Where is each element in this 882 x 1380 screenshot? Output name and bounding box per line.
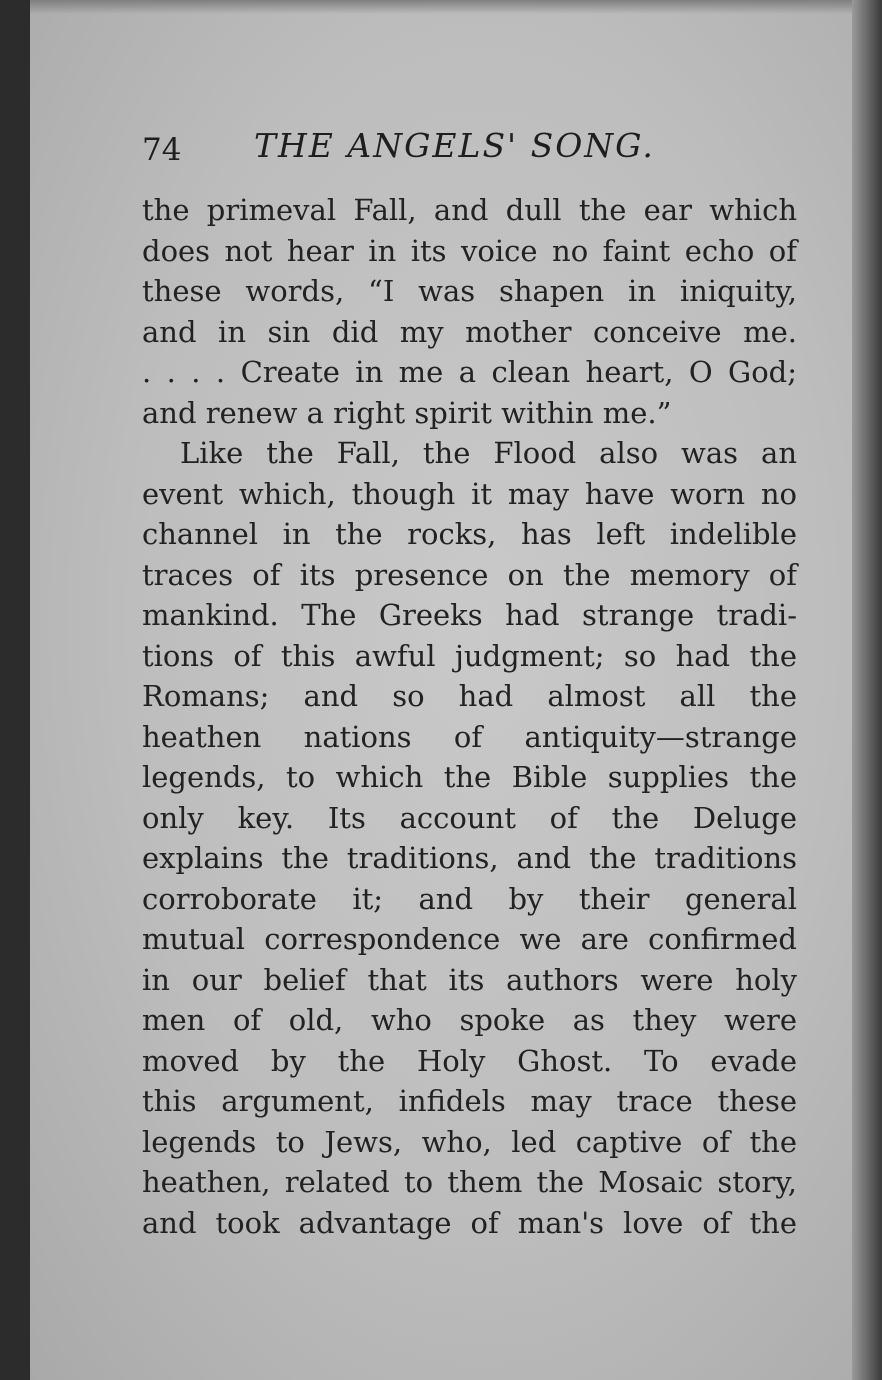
page-right-edge [852,0,882,1380]
text-line: traces of its presence on the memory of [142,557,797,592]
text-line: does not hear in its voice no faint echo of [142,233,797,268]
page-header [142,126,782,176]
text-line: channel in the rocks, has left indelible [142,517,797,551]
text-line: heathen, related to them the Mosaic story, [142,1165,797,1199]
text-line: Like the Fall, the Flood also was an [180,436,797,470]
body-text [142,190,797,1243]
running-title: THE ANGELS' SONG. [254,126,655,165]
text-line: and in sin did my mother conceive me. [142,314,797,349]
page-number: 74 [142,132,182,168]
text-line: Romans; and so had almost all the [142,679,797,713]
text-line: this argument, infidels may trace these [142,1084,797,1118]
text-line: these words, “I was shapen in iniquity, [142,274,797,308]
paragraph-2 [142,433,797,1243]
text-line: mutual correspondence we are confirmed [142,922,797,956]
text-line: heathen nations of antiquity—strange [142,719,797,754]
text-line: and renew a right spirit within me.” [142,395,672,430]
text-line: event which, though it may have worn no [142,476,797,511]
text-line: . . . . Create in me a clean heart, O God; [142,355,797,389]
page-top-shadow [30,0,852,14]
paragraph-1 [142,190,797,433]
text-line: tions of this awful judgment; so had the [142,638,797,673]
text-line: in our belief that its authors were holy [142,962,797,997]
text-line: explains the traditions, and the traditions [142,841,797,875]
text-line: men of old, who spoke as they were [142,1003,797,1037]
text-line: the primeval Fall, and dull the ear which [142,193,797,227]
text-line: only key. Its account of the Deluge [142,800,797,835]
text-line: and took advantage of man's love of the [142,1205,797,1240]
text-line: corroborate it; and by their general [142,881,797,916]
text-line: legends, to which the Bible supplies the [142,760,797,794]
text-line: mankind. The Greeks had strange tradi- [142,598,797,632]
text-line: legends to Jews, who, led captive of the [142,1124,797,1159]
text-line: moved by the Holy Ghost. To evade [142,1043,797,1078]
